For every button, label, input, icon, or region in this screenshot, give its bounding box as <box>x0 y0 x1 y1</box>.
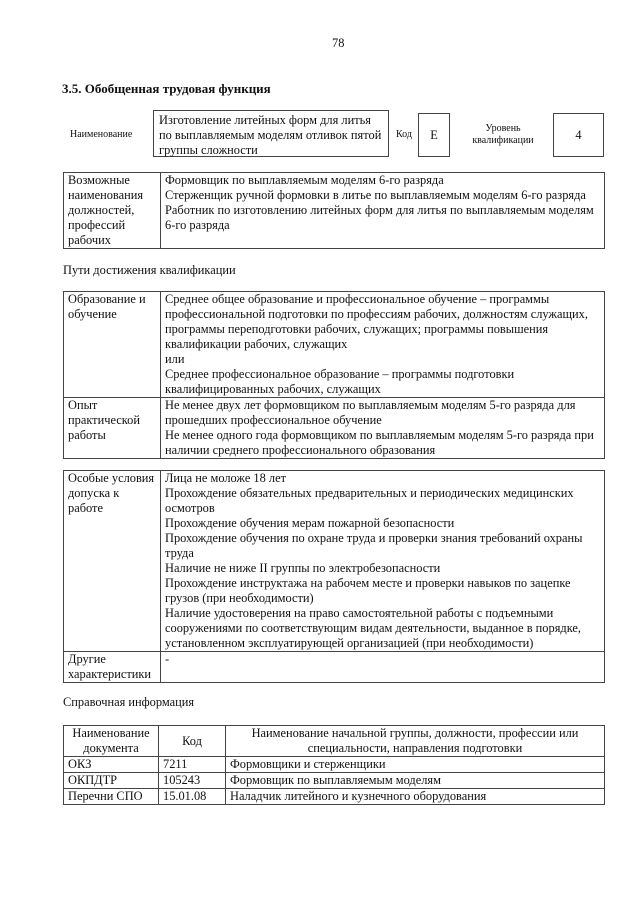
reference-title: Справочная информация <box>63 695 195 709</box>
qualification-table <box>63 291 605 459</box>
reference-table <box>63 725 605 805</box>
experience-list <box>161 398 605 459</box>
conditions-label: Особые условия допуска к работе <box>64 471 161 652</box>
page-number: 78 <box>332 36 345 50</box>
education-list <box>161 292 605 398</box>
code-label: Код <box>396 129 412 140</box>
list-item: Наличие не ниже II группы по электробезопасности <box>165 561 441 575</box>
other-value: - <box>161 652 605 683</box>
table-row <box>64 757 605 773</box>
table-cell: 15.01.08 <box>159 789 226 805</box>
table-cell: ОКПДТР <box>64 773 159 789</box>
table-cell: Наладчик литейного и кузнечного оборудования <box>226 789 605 805</box>
header-cell: Код <box>159 726 226 757</box>
list-item: Не менее двух лет формовщиком по выплавляемым моделям 5-го разряда для прошедших профессиональное обучение <box>165 398 576 427</box>
list-item: Прохождение обязательных предварительных и периодических медицинских осмотров <box>165 486 574 515</box>
list-item: Прохождение обучения мерам пожарной безопасности <box>165 516 455 530</box>
list-item: Среднее профессиональное образование – программы подготовки квалифицированных рабочих, служащих <box>165 367 515 396</box>
paths-title: Пути достижения квалификации <box>63 263 236 277</box>
list-item: Прохождение обучения по охране труда и проверки знания требований охраны труда <box>165 531 583 560</box>
list-item: Среднее общее образование и профессиональное обучение – программы профессиональной подготовки по профессиям рабочих, должностям служащих, программы переподготовки рабочих, служащих; программы повышения квалификации рабочих, служащих <box>165 292 588 351</box>
experience-label: Опыт практической работы <box>64 398 161 459</box>
positions-list <box>161 173 605 249</box>
education-label: Образование и обучение <box>64 292 161 398</box>
list-item: Прохождение инструктажа на рабочем месте и проверки навыков по зацепке грузов (при необходимости) <box>165 576 571 605</box>
table-row <box>64 789 605 805</box>
other-label: Другие характеристики <box>64 652 161 683</box>
table-cell: Формовщики и стерженщики <box>226 757 605 773</box>
list-item: или <box>165 352 185 366</box>
code-value-box <box>418 113 450 157</box>
level-value-box <box>553 113 604 157</box>
table-header-row <box>64 726 605 757</box>
table-cell: Формовщик по выплавляемым моделям <box>226 773 605 789</box>
code-value: E <box>430 128 438 142</box>
list-item: Формовщик по выплавляемым моделям 6-го разряда <box>165 173 444 187</box>
section-heading: 3.5. Обобщенная трудовая функция <box>62 81 271 96</box>
list-item: Наличие удостоверения на право самостоятельной работы с подъемными сооружениями по соответствующим видам деятельности, выданное в порядке, установленном эксплуатирующей организацией (при необходимости) <box>165 606 582 650</box>
conditions-list <box>161 471 605 652</box>
list-item: Не менее одного года формовщиком по выплавляемым моделям 5-го разряда при наличии среднего профессионального образования <box>165 428 594 457</box>
table-cell: ОКЗ <box>64 757 159 773</box>
table-row <box>64 773 605 789</box>
name-value-box <box>153 110 389 157</box>
list-item: Стерженщик ручной формовки в литье по выплавляемым моделям 6-го разряда <box>165 188 586 202</box>
list-item: Лица не моложе 18 лет <box>165 471 287 485</box>
name-value: Изготовление литейных форм для литья по выплавляемым моделям отливок пятой группы сложности <box>159 113 382 157</box>
table-cell: 7211 <box>159 757 226 773</box>
conditions-table <box>63 470 605 683</box>
name-label: Наименование <box>70 129 133 140</box>
level-label: Уровень квалификации <box>472 123 534 146</box>
table-cell: Перечни СПО <box>64 789 159 805</box>
positions-table <box>63 172 605 249</box>
level-value: 4 <box>575 128 582 142</box>
positions-label: Возможные наименования должностей, профессий рабочих <box>64 173 161 249</box>
header-cell: Наименование документа <box>64 726 159 757</box>
table-cell: 105243 <box>159 773 226 789</box>
header-cell: Наименование начальной группы, должности, профессии или специальности, направления подготовки <box>226 726 605 757</box>
list-item: Работник по изготовлению литейных форм для литья по выплавляемым моделям 6-го разряда <box>165 203 594 232</box>
